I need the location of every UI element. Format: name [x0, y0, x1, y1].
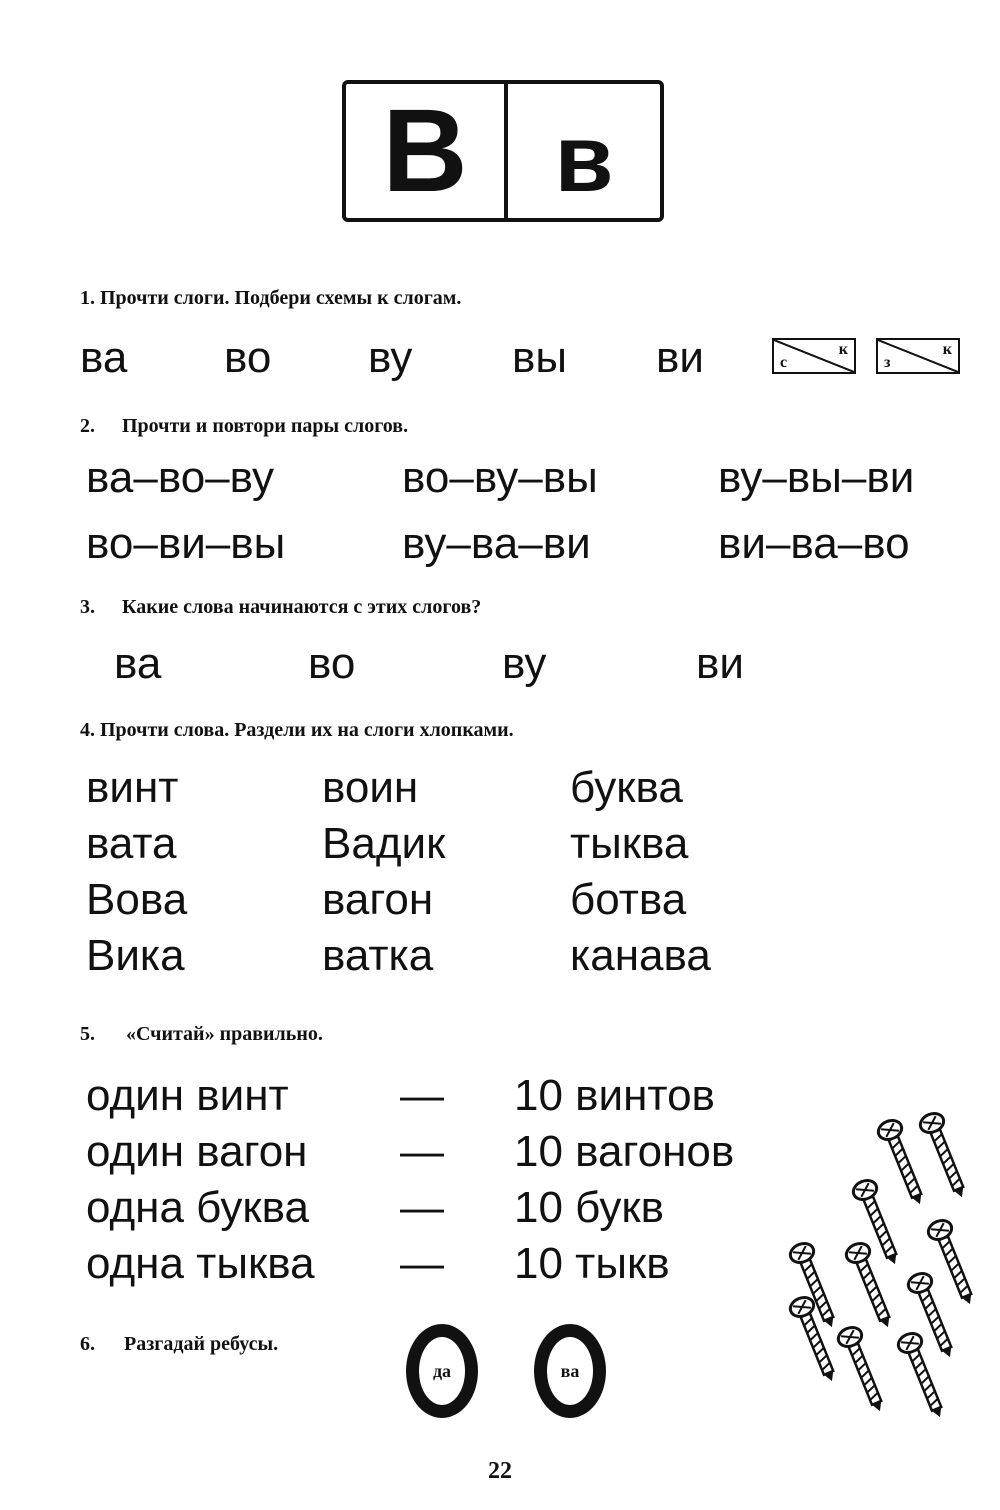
scheme-consonant-left: с — [780, 354, 788, 371]
screws-illustration-icon — [780, 1105, 980, 1425]
task-1-title: 1. Прочти слоги. Подбери схемы к слогам. — [80, 287, 462, 309]
task-5-title: «Считай» правильно. — [126, 1023, 323, 1045]
task-1-syllable: ва — [80, 333, 128, 382]
syllable-chain: ву–вы–ви — [718, 453, 915, 502]
count-singular: один вагон — [86, 1127, 308, 1176]
screw-icon — [788, 1240, 844, 1332]
syllable-scheme — [772, 338, 856, 374]
task-1-syllable: ви — [656, 333, 704, 382]
count-dash: — — [400, 1127, 444, 1176]
word: вата — [86, 819, 177, 868]
syllable-scheme — [876, 338, 960, 374]
task-1-syllable: вы — [512, 333, 567, 382]
page-number: 22 — [488, 1458, 512, 1484]
count-plural: 10 тыкв — [514, 1239, 670, 1288]
syllable-chain: во–ву–вы — [402, 453, 598, 502]
task-1-syllable: во — [224, 333, 272, 382]
lowercase-letter: в — [554, 105, 614, 212]
word: Вова — [86, 875, 188, 924]
word: вагон — [322, 875, 434, 924]
scheme-consonant-right: к — [942, 341, 952, 358]
task-3-title: Какие слова начинаются с этих слогов? — [122, 596, 482, 618]
screw-icon — [836, 1324, 892, 1416]
word: тыква — [570, 819, 689, 868]
syllable-chain: ви–ва–во — [718, 519, 910, 568]
word: Вика — [86, 931, 185, 980]
count-dash: — — [400, 1071, 444, 1120]
task-3-number: 3. — [80, 596, 95, 618]
task-1-syllable: ву — [368, 333, 413, 382]
count-plural: 10 букв — [514, 1183, 665, 1232]
rebus-syllable: да — [432, 1361, 452, 1381]
count-dash: — — [400, 1239, 444, 1288]
task-3-syllable: ва — [114, 639, 162, 688]
task-5-number: 5. — [80, 1023, 95, 1045]
task-4-title: 4. Прочти слова. Раздели их на слоги хлопками. — [80, 719, 514, 741]
word: буква — [570, 763, 683, 812]
screw-icon — [926, 1217, 980, 1309]
rebus-letter-o — [406, 1324, 478, 1418]
count-singular: одна буква — [86, 1183, 310, 1232]
task-3-syllable: ву — [502, 639, 547, 688]
word: ботва — [570, 875, 687, 924]
scheme-consonant-right: к — [838, 341, 848, 358]
syllable-chain: ву–ва–ви — [402, 519, 591, 568]
uppercase-letter: В — [382, 85, 468, 217]
count-plural: 10 винтов — [514, 1071, 715, 1120]
word: канава — [570, 931, 711, 980]
screw-icon — [788, 1294, 844, 1386]
word: ватка — [322, 931, 434, 980]
task-2-title: Прочти и повтори пары слогов. — [122, 415, 409, 437]
task-3-syllable: во — [308, 639, 356, 688]
count-singular: одна тыква — [86, 1239, 315, 1288]
scheme-consonant-left: з — [884, 354, 891, 371]
task-2-number: 2. — [80, 415, 95, 437]
count-singular: один винт — [86, 1071, 289, 1120]
task-3-syllable: ви — [696, 639, 744, 688]
rebus-letter-o — [534, 1324, 606, 1418]
syllable-chain: ва–во–ву — [86, 453, 275, 502]
count-dash: — — [400, 1183, 444, 1232]
rebus-syllable: ва — [560, 1361, 580, 1381]
word: Вадик — [322, 819, 446, 868]
screw-icon — [918, 1110, 974, 1202]
syllable-chain: во–ви–вы — [86, 519, 286, 568]
word: винт — [86, 763, 179, 812]
task-6-title: Разгадай ребусы. — [124, 1333, 279, 1355]
word: воин — [322, 763, 419, 812]
letter-header — [342, 80, 664, 222]
count-plural: 10 вагонов — [514, 1127, 735, 1176]
task-6-number: 6. — [80, 1333, 95, 1355]
